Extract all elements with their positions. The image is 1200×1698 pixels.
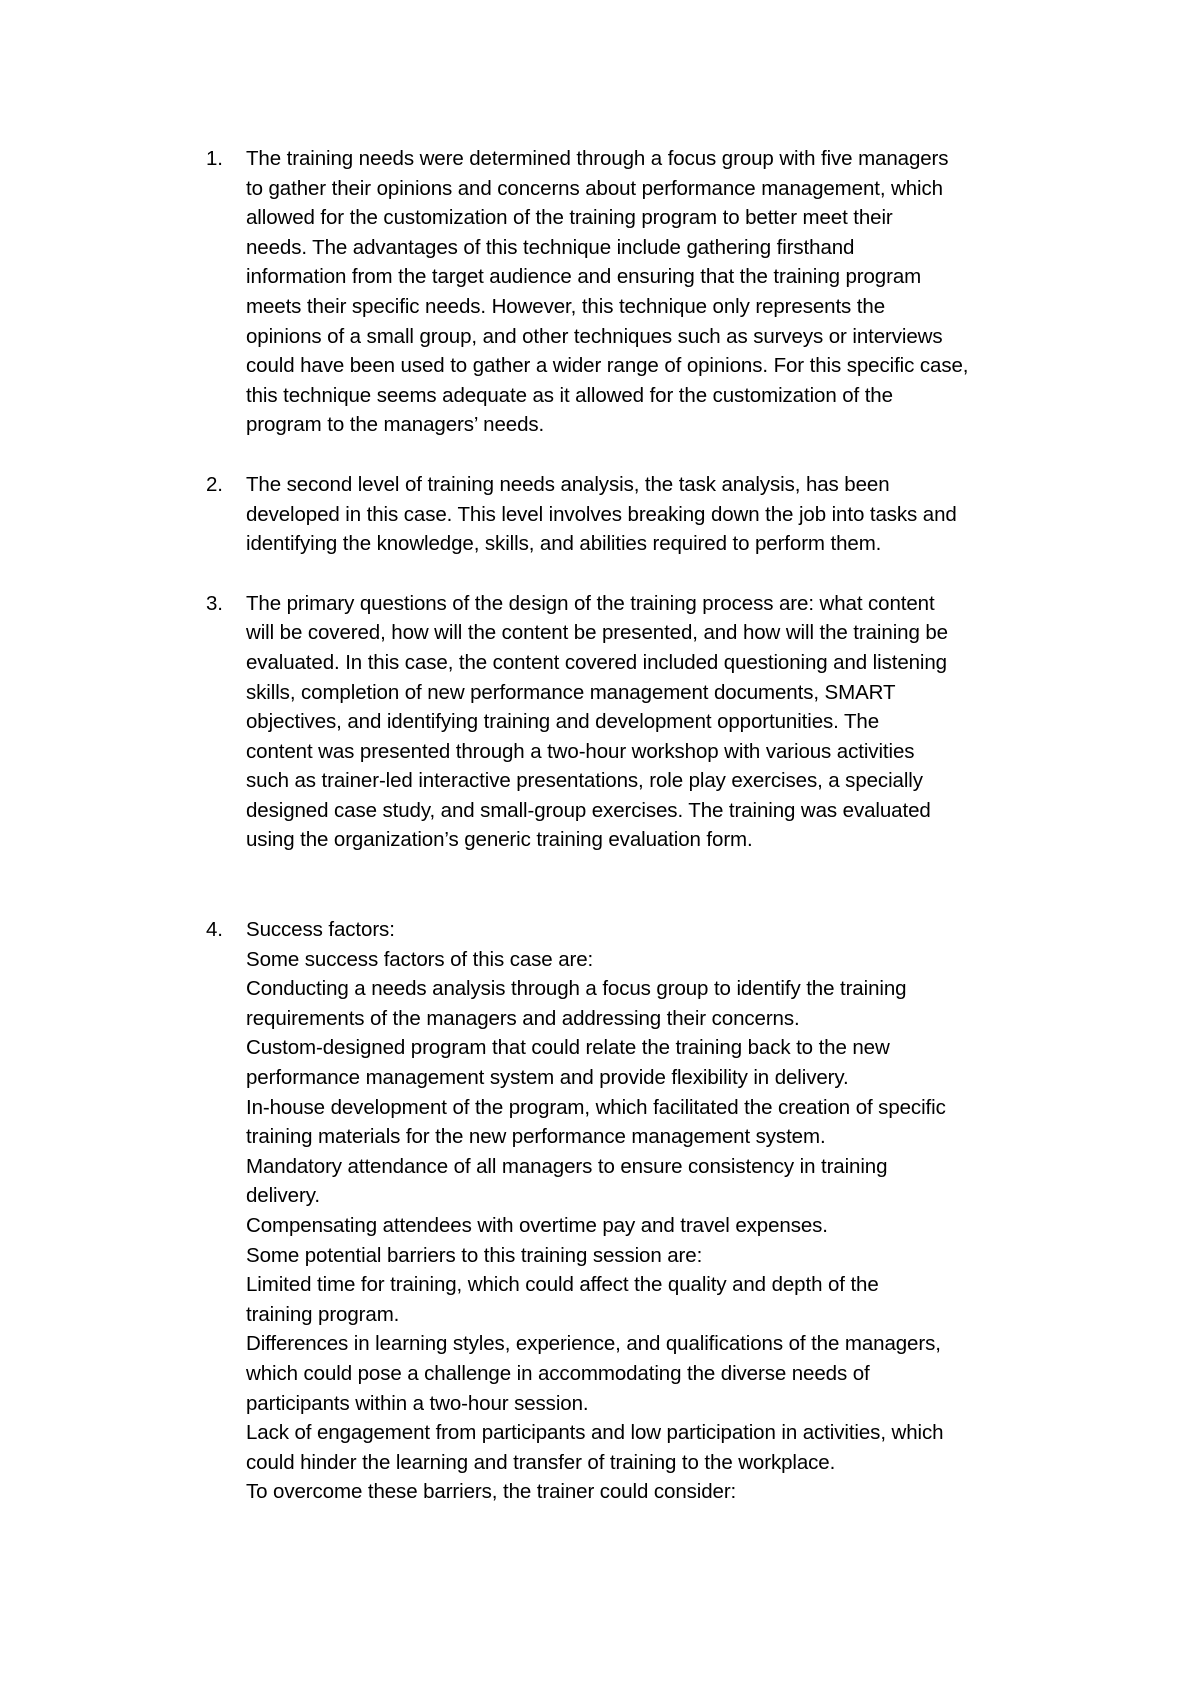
answer-item-4 bbox=[206, 915, 1066, 1507]
answer-item-2 bbox=[206, 470, 1066, 559]
text-line: which could pose a challenge in accommodating the diverse needs of bbox=[246, 1361, 870, 1385]
text-line: program to the managers’ needs. bbox=[246, 413, 545, 437]
text-line: To overcome these barriers, the trainer could consider: bbox=[246, 1480, 737, 1504]
item-number: 2. bbox=[206, 472, 223, 496]
text-line: such as trainer-led interactive presentations, role play exercises, a specially bbox=[246, 769, 923, 793]
numbered-answer-list bbox=[206, 144, 1066, 1507]
text-line: The training needs were determined through a focus group with five managers bbox=[246, 147, 949, 170]
text-line: could have been used to gather a wider range of opinions. For this specific case, bbox=[246, 354, 969, 378]
text-line: Compensating attendees with overtime pay and travel expenses. bbox=[246, 1214, 828, 1237]
text-line: Some success factors of this case are: bbox=[246, 947, 594, 971]
text-line: Some potential barriers to this training session are: bbox=[246, 1243, 703, 1267]
text-line: content was presented through a two-hour workshop with various activities bbox=[246, 739, 915, 763]
text-line: will be covered, how will the content be presented, and how will the training be bbox=[246, 621, 948, 645]
text-line: In-house development of the program, which facilitated the creation of specific bbox=[246, 1095, 946, 1119]
text-line: Custom-designed program that could relate the training back to the new bbox=[246, 1036, 890, 1060]
text-line: needs. The advantages of this technique include gathering firsthand bbox=[246, 235, 855, 259]
text-line: training materials for the new performance management system. bbox=[246, 1125, 826, 1149]
text-line: allowed for the customization of the training program to better meet their bbox=[246, 206, 893, 230]
item-number: 3. bbox=[206, 591, 223, 615]
text-line: Limited time for training, which could affect the quality and depth of the bbox=[246, 1273, 879, 1297]
text-line: Mandatory attendance of all managers to ensure consistency in training bbox=[246, 1154, 888, 1178]
text-line: to gather their opinions and concerns about performance management, which bbox=[246, 176, 943, 200]
text-line: meets their specific needs. However, this technique only represents the bbox=[246, 294, 885, 318]
text-line: participants within a two-hour session. bbox=[246, 1391, 589, 1415]
text-line: The second level of training needs analysis, the task analysis, has been bbox=[246, 472, 890, 496]
text-line: designed case study, and small-group exercises. The training was evaluated bbox=[246, 798, 931, 822]
text-line: developed in this case. This level involves breaking down the job into tasks and bbox=[246, 502, 957, 526]
text-line: skills, completion of new performance management documents, SMART bbox=[246, 680, 896, 704]
text-line: opinions of a small group, and other techniques such as surveys or interviews bbox=[246, 324, 943, 348]
text-line: The primary questions of the design of the training process are: what content bbox=[246, 591, 935, 615]
text-line: information from the target audience and ensuring that the training program bbox=[246, 265, 922, 289]
text-line: training program. bbox=[246, 1302, 400, 1326]
text-line: this technique seems adequate as it allowed for the customization of the bbox=[246, 383, 893, 407]
text-line: evaluated. In this case, the content covered included questioning and listening bbox=[246, 650, 947, 674]
text-line: performance management system and provide flexibility in delivery. bbox=[246, 1066, 849, 1090]
item-number: 1. bbox=[206, 147, 223, 170]
text-line: using the organization’s generic training evaluation form. bbox=[246, 828, 753, 852]
text-line: delivery. bbox=[246, 1184, 320, 1208]
text-line: Conducting a needs analysis through a focus group to identify the training bbox=[246, 977, 907, 1001]
text-line: could hinder the learning and transfer of training to the workplace. bbox=[246, 1450, 836, 1474]
text-line: requirements of the managers and addressing their concerns. bbox=[246, 1006, 800, 1030]
text-line: objectives, and identifying training and development opportunities. The bbox=[246, 710, 879, 734]
text-line: Lack of engagement from participants and low participation in activities, which bbox=[246, 1421, 944, 1445]
answer-item-1 bbox=[206, 144, 1066, 440]
item-number: 4. bbox=[206, 918, 223, 942]
text-line: Differences in learning styles, experience, and qualifications of the managers, bbox=[246, 1332, 941, 1356]
section-heading: Success factors: bbox=[246, 918, 395, 942]
answer-item-3 bbox=[206, 589, 1066, 855]
text-line: identifying the knowledge, skills, and abilities required to perform them. bbox=[246, 532, 882, 556]
